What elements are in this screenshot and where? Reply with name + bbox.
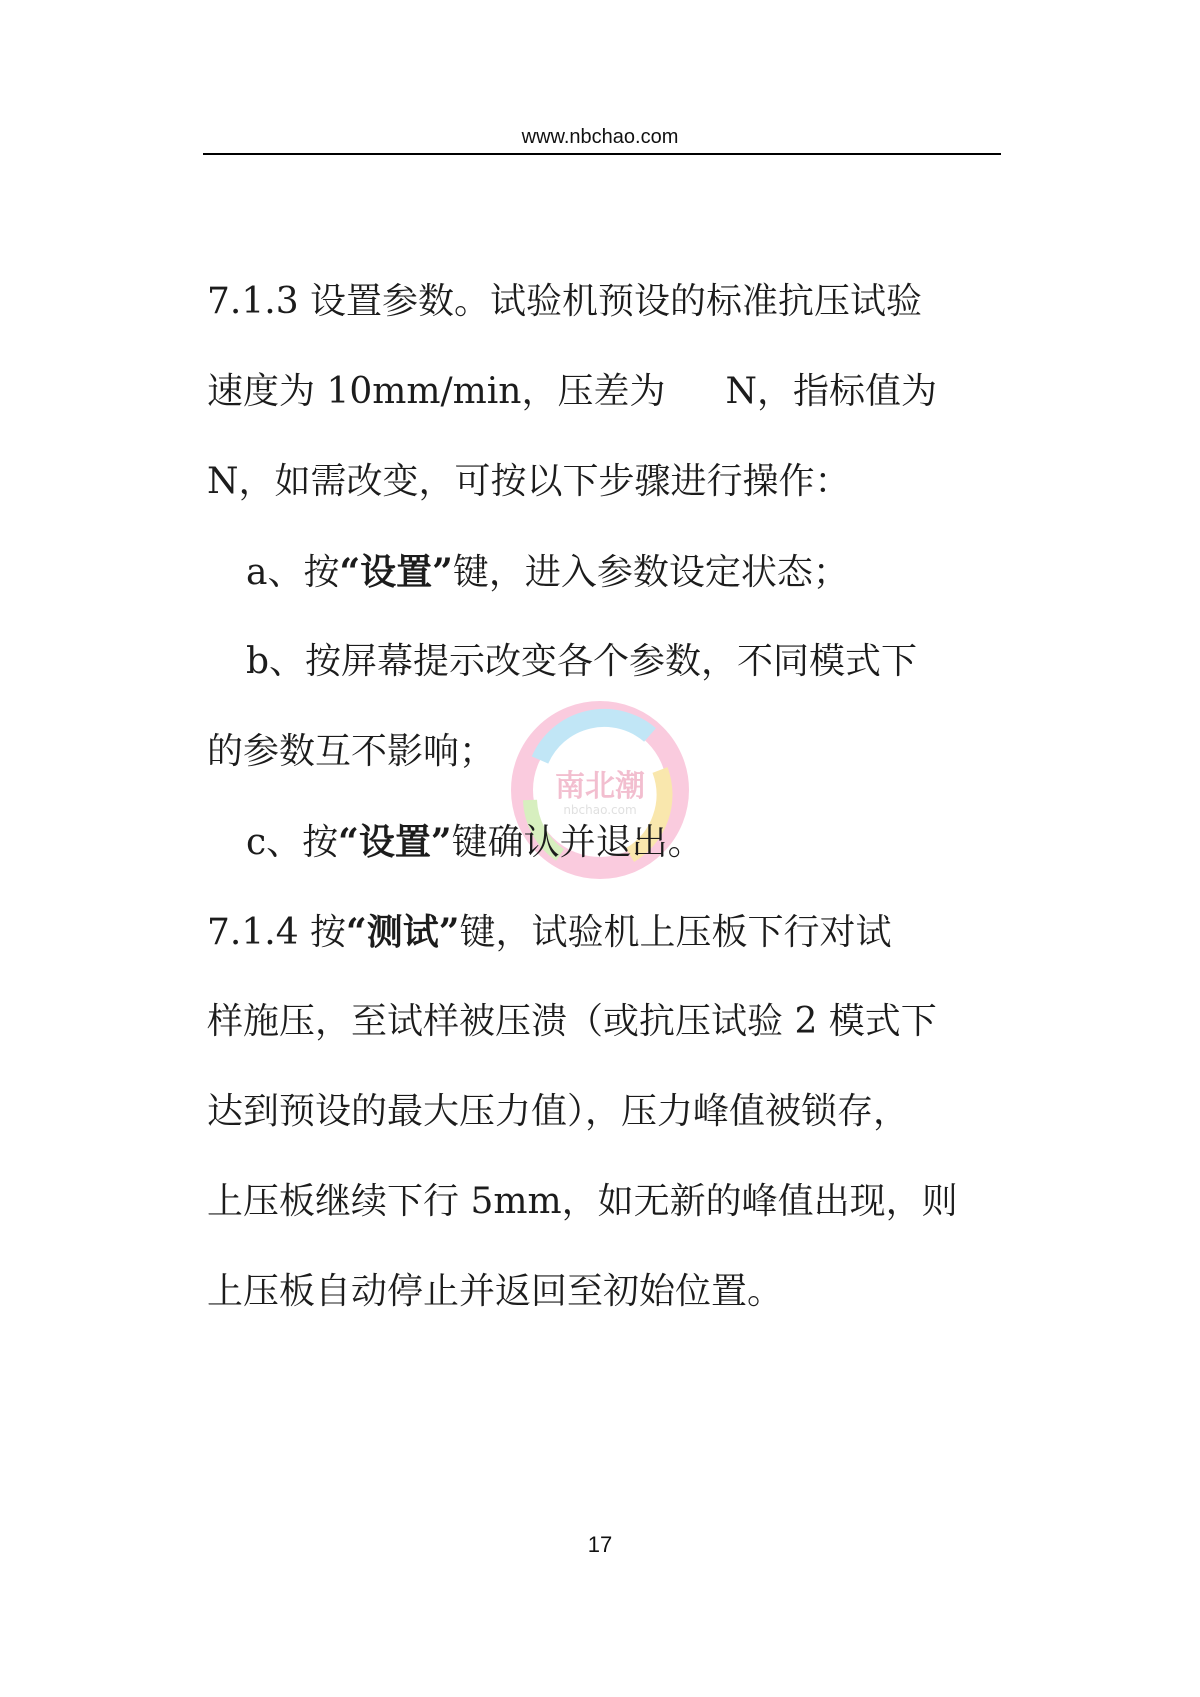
line-2-part-a: 速度为 10mm/min，压差为	[207, 371, 666, 412]
paragraph-714-line-4: 上压板继续下行 5mm，如无新的峰值出现，则	[207, 1181, 958, 1222]
step-b-cont: 的参数互不影响；	[207, 731, 496, 772]
step-a-prefix: a、按	[246, 552, 340, 593]
watermark-text: 南北潮	[555, 769, 645, 804]
step-a-text: 键，进入参数设定状态；	[452, 552, 849, 593]
paragraph-714-line-3: 达到预设的最大压力值），压力峰值被锁存，	[207, 1091, 910, 1132]
line-714-text: 键，试验机上压板下行对试	[459, 912, 892, 953]
paragraph-714-line-1	[207, 910, 891, 955]
step-c-prefix: c、按	[246, 822, 339, 863]
paragraph-714-line-2: 样施压，至试样被压溃（或抗压试验 2 模式下	[207, 1001, 937, 1042]
paragraph-line-3: N，如需改变，可按以下步骤进行操作：	[207, 461, 851, 502]
paragraph-line-1: 7.1.3 设置参数。试验机预设的标准抗压试验	[207, 281, 923, 322]
header-rule	[203, 153, 1001, 155]
page-number: 17	[587, 1532, 613, 1557]
step-a	[246, 550, 849, 595]
header-url: www.nbchao.com	[521, 126, 679, 148]
paragraph-line-2	[207, 370, 937, 414]
paragraph-714-line-5: 上压板自动停止并返回至初始位置。	[207, 1271, 784, 1312]
step-a-key: “设置”	[339, 551, 453, 593]
step-b: b、按屏幕提示改变各个参数，不同模式下	[246, 641, 918, 682]
line-714-prefix: 7.1.4 按	[207, 912, 347, 953]
line-2-part-b: N，指标值为	[725, 371, 938, 412]
step-c-text: 键确认并退出。	[451, 822, 704, 863]
watermark-subtext: nbchao.com	[563, 803, 637, 817]
line-714-key: “测试”	[346, 911, 460, 953]
step-c-key: “设置”	[338, 821, 452, 863]
step-c	[246, 820, 704, 865]
